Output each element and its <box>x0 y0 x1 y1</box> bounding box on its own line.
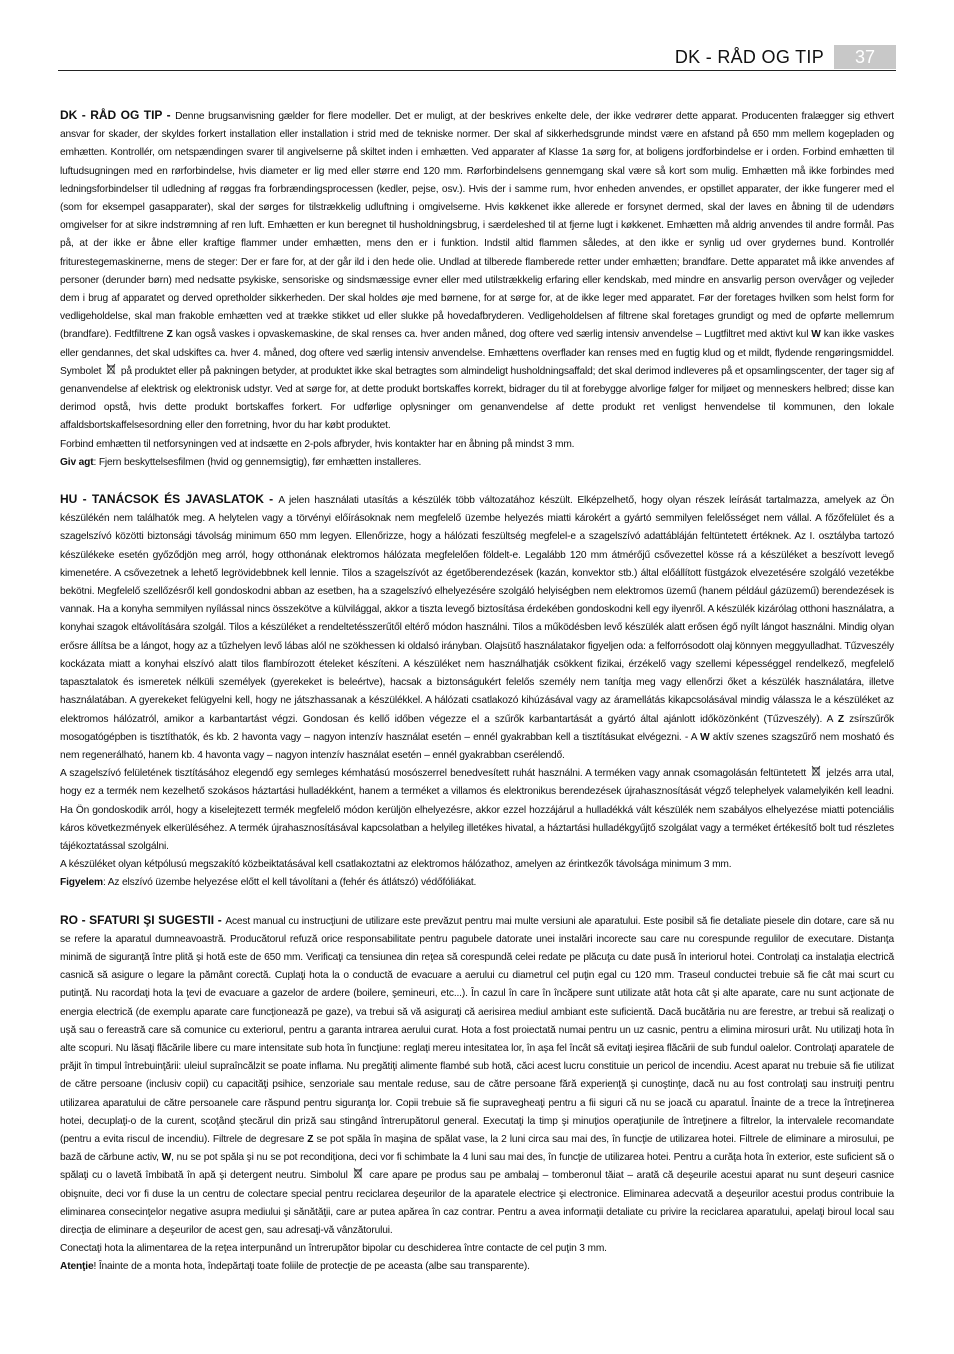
crossed-bin-icon <box>106 363 116 375</box>
hu-w-label: W <box>700 731 710 743</box>
ro-text-4: care apare pe produs sau pe ambalaj – tomberonul tăiat – arată că deşeurile acestui aparat nu sunt deşeuri casnice obişnuite, deci vor fi duse la un centru de colectare special pentru reciclarea deşeurilor de la aparatele electrice şi electronice. Eliminarea adecvată a deşeurilor acestui produs contribuie la eliminarea consecinţelor negative asupra mediului şi sănătăţii, care ar putea apărea în caz contrar. Pentru a avea informaţii detaliate cu privire la reciclarea aparatului, apelaţi biroul local sau direcţia de eliminare a deşeurilor de acest gen, sau adresaţi-vă vânzătorului. <box>60 1170 894 1236</box>
hu-text-1: A jelen használati utasítás a készülék több változatához készült. Elképzelhető, hogy olyan részek leírását tartalmazza, amelyek az Ön készülékén nem találhatók meg. A helytelen vagy a törvényi előírásoknak nem megfelelő üzembe helyezés miatti károkért a gyártó semmilyen felelősséget nem vállal. A főzőfelület és a szagelszívó közötti biztonsági távolság minimum 650 mm legyen. Ellenőrizze, hogy a hálózati feszültség megfelel-e a szagelszívó adattábláján feltüntetett értéknek. Az I. osztályba tartozó készülékeke esetén győződjön meg arról, hogy otthonának elektromos hálózata megfelelően földelt-e. Legalább 120 mm átmérőjű csővezettel kösse rá a készüléket a beszívott levegő kimenetére. A csővezetnek a lehető legrövidebbnek kell lennie. Tilos a szagelszívót az égetőberendezések (kazán, konvektor stb.) által előállított füstgázok elvezetésére szolgáló vezetékbe bekötni. Megfelelő szellőzésről kell gondoskodni abban az esetben, ha a szagelszívó elhelyezésére szolgáló helyiségben nem elektromos üzemű (hanem például gázüzemű) berendezések is vannak. Ha a konyha semmilyen nyílással nincs összekötve a külvilággal, akkor a tiszta levegő biztosítása érdekében gondoskodni kell egy ilyenről. A készülék kizárólag otthoni használatra, a konyhai szagok eltávolítására szolgál. Tilos a készüléket a rendeltetésszerűtől eltérő módon használni. Tilos a működésben levő készülék alatt erősen égő nyílt lángot használni. Mindig olyan erősre állítsa be a lángot, hogy az a tűzhelyen levő lábas alól ne szökhessen ki oldalsó irányban. Olajsütő használatakor figyeljen oda: a felforrósodott olaj könnyen meggyulladhat. Tűzveszély kockázata miatt a konyhai elszívó alatt tilos flambírozott ételeket készíteni. A készüléket nem használhatják csökkent fizikai, érzékelő vagy szellemi képességgel rendelkező, megfelelő tapasztalatok és ismeretek nélküli személyek (gyerekeket is beleértve), hacsak a biztonságukért felelős személy nem tanítja meg vagy ellenőrzi őket a készülék használatára, illetve használatában. A gyerekeket felügyelni kell, hogy ne játszhassanak a készülékkel. A hálózati csatlakozó kihúzásával vagy az áramellátás kikapcsolásával mindig válassza le a készüléket az elektromos hálózatról, amikor a karbantartást végzi. Gondosan és kellő időben végezze el a szűrők karbantartását a gyártó által ajánlott időközönként (Tűzveszély). A <box>60 495 894 725</box>
ro-z-label: Z <box>307 1133 314 1145</box>
ro-text-1: Acest manual cu instrucţiuni de utilizare este prevăzut pentru mai multe versiuni ale aparatului. Este posibil să fie detaliate piesele din dotare, care să nu se refere la aparatul dumneavoastră. Producătorul refuză orice responsabilitate pentru pagubele datorate unei instalări incorecte sau care nu corespunde regulilor de executare. Distanţa minimă de siguranţă între plită şi hotă este de 650 mm. Verificaţi ca tensiunea din reţea să corespundă celei redate pe plăcuţa cu date pusă în interiorul hotei. Controlaţi ca instalaţia electrică casnică să asigure o legare la pământ corectă. Cuplaţi hota la o conductă de evacuare a aerului cu diametrul cel puţin egal cu 120 mm. Traseul conductei trebuie să fie cât mai scurt cu putinţă. Nu racordaţi hota la ţevi de evacuare a gazelor de ardere (boilere, şemineuri, etc...). În cazul în care în încăpere sunt utilizate atât hota cât şi alte aparate, care nu sunt acţionate de energia electrică (de exemplu aparate care funcţionează pe gaze), va trebui să vă asiguraţi că aerisirea mediul ambiant este suficientă. Dacă bucătăria nu are ferestre, ar trebui să realizaţi o uşă sau o fereastră care să comunice cu exteriorul, pentru a garanta intrarea aerului curat. Hota a fost proiectată numai pentru un uz casnic, pentru a elimina mirosuri urât. Nu utilizaţi hota în alte scopuri. Nu lăsaţi flăcările libere cu mare intensitate sub hota în funcţiune: reglaţi mereu intesitatea lor, în aşa fel încât să evitaţi ieşirea flăcării de sub fundul oalelor. Controlaţi aparatele de prăjit în timpul întrebuinţării: uleiul supraîncălzit se poate inflama. Nu pregătiţi alimente flambé sub hotă, căci acest lucru constituie un pericol de incendiu. Acest aparat nu trebuie să fie utilizat de către persoane (inclusiv copii) cu capacităţi psihice, senzoriale sau mentale reduse, sau de către persoane fără experienţă şi cunoştinţe, dacă nu au fost controlaţi sau instruiţi pentru utilizarea aparatului de către persoanele care răspund pentru siguranţa lor. Copii trebuie să fie supravegheaţi pentru a fii siguri că nu se joacă cu aparatul. Înainte de a trece la întreţinerea hotei, decuplaţi-o de la curent, scoţând ştecărul din priză sau stingând întrerupătorul general. Executaţi la timp şi minuţios operaţiunile de întreţinere a filtrelor, la intervalele recomandate (pentru a evita riscul de incendiu). Filtrele de degresare <box>60 915 894 1145</box>
ro-text-2: se pot spăla în maşina de spălat vase, la 2 luni circa sau mai des, în funcţie de utilizarea hotei. Filtrele de eliminare a mirosului, pe bază de cărbune activ, <box>60 1133 894 1164</box>
dk-text-3: kan ikke vaskes eller gendannes, det skal udskiftes ca. hver 4. måned, dog oftere ved særlig intensiv anvendelse. Emhættens overflader kan renses med en fugtig klud og et mildt, flydende rengøringsmiddel. Symbolet <box>60 329 895 377</box>
dk-heading: DK - RÅD OG TIP - <box>60 108 176 122</box>
ro-paragraph-note <box>60 1258 894 1276</box>
section-hu <box>60 490 894 892</box>
dk-text-2: kan også vaskes i opvaskemaskine, de skal renses ca. hver anden måned, dog oftere ved særlig intensiv anvendelse – Lugtfiltret med aktivt kul <box>172 329 812 341</box>
dk-text-4: på produktet eller på pakningen betyder, at produktet ikke skal betragtes som almindeligt husholdningsaffald; det skal derimod indleveres på et opsamlingscenter, der tager sig af genanvendelse af elektrisk og elektronisk udstyr. Ved at sørge for, at dette produkt bortskaffes korrekt, bidrager du til at forebygge alvorlige følger for miljøet og menneskers helbred; disse kan derimod opstå, hvis dette produkt bortskaffes forkert. For udførlige oplysninger om genanvendelse af dette produkt ret venligst henvendelse til kommunen, den lokale affaldsbortskaffelsesordning eller den forretning, hvor du har købt produktet. <box>60 365 894 432</box>
section-ro <box>60 911 894 1277</box>
ro-note-label: Atenţie <box>60 1261 94 1273</box>
ro-paragraph-connect: Conectaţi hota la alimentarea de la reţea interpunând un întrerupător bipolar cu deschiderea între contacte de cel puţin 3 mm. <box>60 1243 607 1255</box>
ro-paragraph-main <box>60 911 894 1241</box>
dk-paragraph-note <box>60 454 894 472</box>
dk-paragraph-connect: Forbind emhætten til netforsyningen ved at indsætte en 2-pols afbryder, hvis kontakter har en åbning på mindst 3 mm. <box>60 438 575 450</box>
hu-paragraph-cleaning <box>60 765 894 856</box>
ro-text-3: , nu se pot spăla şi nu se pot recondiţiona, deci vor fi schimbate la 4 luni sau mai des, în funcţie de utilizarea hotei. Pentru a curăţa hota în exterior, este suficient să o spălaţi cu o lavetă îmbibată în apă şi detergent neutru. Simbolul <box>60 1152 894 1182</box>
hu-note-text: : Az elszívó üzembe helyezése előtt el kell távolítani a (fehér és átlátszó) védőfóliákat. <box>102 877 477 889</box>
hu-text-5: jelzés arra utal, hogy ez a termék nem kezelhető szokásos háztartási hulladékként, hanem a terméket a villamos és elektronikus berendezések újrahasznosítását végző telephelyek valamelyikén kell leadni. Ha Ön gondoskodik arról, hogy a kiselejtezett termék megfelelő módon kerüljön elhelyezésre, akkor ezzel hozzájárul a hulladékká vált készülék nem szabályos elhelyezése miatti potenciális káros következmények elkerüléséhez. A termék újrahasznosításával kapcsolatban a helyileg illetékes hivatal, a háztartási hulladékgyűjtő szolgálat vagy a terméket értékesítő bolt tud részletes tájékoztatással szolgálni. <box>60 768 894 852</box>
crossed-bin-icon <box>353 1167 363 1179</box>
hu-text-4: A szagelszívó felületének tisztításához elegendő egy semleges kémhatású mosószerrel benedvesített ruhát használni. A terméken vagy annak csomagolásán feltüntetett <box>60 768 810 780</box>
ro-heading: RO - SFATURI ŞI SUGESTII - <box>60 912 226 927</box>
ro-w-label: W <box>161 1152 172 1164</box>
ro-note-text: ! Înainte de a monta hota, îndepărtaţi toate foliile de protecţie de pe aceasta (albe sau transparente). <box>93 1261 530 1273</box>
dk-z-label: Z <box>166 329 173 341</box>
hu-paragraph-main <box>60 490 894 765</box>
hu-paragraph-connect: A készüléket olyan kétpólusú megszakító közbeiktatásával kell csatlakoztatni az elektromos hálózathoz, amelyen az érintkezők távolsága minimum 3 mm. <box>60 859 732 871</box>
dk-w-label: W <box>811 329 821 341</box>
section-dk <box>60 106 894 472</box>
crossed-bin-icon <box>811 765 821 777</box>
dk-note-text: : Fjern beskyttelsesfilmen (hvid og gennemsigtig), før emhætten installeres. <box>93 456 422 468</box>
page-header <box>58 44 896 71</box>
hu-text-3: aktív szenes szagszűrő nem mosható és nem regenerálható, hanem kb. 4 havonta vagy – nagyon intenzív használat esetén – ennél gyakrabban cserélendő. <box>60 731 894 761</box>
header-title: DK - RÅD OG TIP <box>674 46 824 67</box>
dk-note-label: Giv agt <box>60 456 94 468</box>
hu-z-label: Z <box>837 713 844 725</box>
dk-paragraph-main <box>60 106 894 436</box>
hu-note-label: Figyelem <box>60 877 103 889</box>
hu-text-2: zsírszűrők mosogatógépben is tisztíthatók, és kb. 2 havonta vagy – nagyon intenzív használat esetén – ennél gyakrabban kell a tisztításukat elvégezni. - A <box>60 713 894 743</box>
dk-text-1: Denne brugsanvisning gælder for flere modeller. Det er muligt, at der beskrives enkelte dele, der ikke vedrører dette apparat. Producenten fralægger sig ethvert ansvar for skader, der skyldes forkert installation eller installation i strid med de tekniske normer. Der skal af sikkerhedsgrunde mindst være en afstand på 650 mm mellem kogepladen og emhætten. Kontrollér, om netspændingen svarer til angivelserne på skiltet inden i emhætten. Ved apparater af Klasse 1a sørg for, at boligens jordforbindelse er i orden. Forbind emhætten til luftudsugningen med en rørforbindelse, hvis diameter er lig med eller større end 120 mm. Rørforbindelsens gennemgang skal være så kort som mulig. Emhætten må ikke forbindes med ledningsforbindelser til udledning af røggas fra forbrændingsprocessen (kedler, pejse, osv.). Hvis der i samme rum, hvor enheden anvendes, er opstillet apparater, der ikke fungerer med el (som for eksempel gasapparater), skal der sørges for tilstrækkelig udluftning i omgivelserne. Hvis køkkenet ikke allerede er forsynet dermed, skal der laves en åbning til de udendørs omgivelser for at sikre indstrømning af ren luft. Emhætten er kun beregnet til husholdningsbrug, i særdeleshed til at fjerne lugt i køkkenet. Emhætten må aldrig anvendes til andre formål. Pas på, at der ikke er åbne eller kraftige flammer under emhætten, mens den er i funktion. Indstil altid flammen således, at den ikke er synlig ud over grydernes bund. Kontrollér friturestegemaskinerne, mens de steger: Der er fare for, at der går ild i den hede olie. Undlad at tilberede flamberede retter under emhætten; brandfare. Dette apparatet må ikke anvendes af personer (derunder børn) med nedsatte psykiske, sensoriske og sindsmæssige evner eller med utilstrækkelig erfaring eller kendskab, med mindre en ansvarlig person overvåger og vejleder dem i brug af apparatet og derved opretholder sikkerheden. Der skal holdes øje med børnene, for at sørge for, at de ikke leger med apparatet. Før der foretages hvilken som helst form for vedligeholdelse, skal man frakoble emhætten ved at trække stikket ud eller slukke på hovedafbryderen. Vedligeholdelsen af filtrene skal foretages grundigt og med de opførte mellemrum (brandfare). Fedtfiltrene <box>60 111 894 341</box>
hu-paragraph-note <box>60 874 894 892</box>
document-body <box>60 106 894 1295</box>
page-number: 37 <box>834 45 896 69</box>
hu-heading: HU - TANÁCSOK ÉS JAVASLATOK - <box>60 492 279 507</box>
